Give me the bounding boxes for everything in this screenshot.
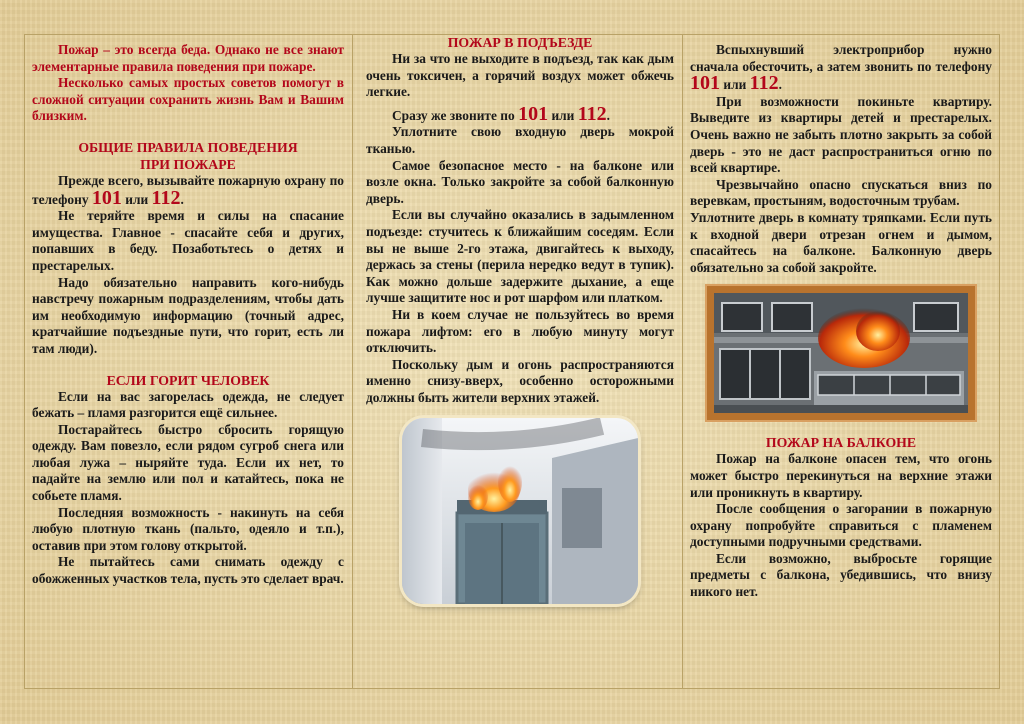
balcony-fire-illustration: [714, 293, 968, 413]
phone-101: 101: [91, 186, 122, 209]
paragraph-throw-items: Если возможно, выбросьте горящие предметы с балкона, убедившись, что внизу никого нет.: [690, 550, 992, 600]
general-rules-heading-line1: ОБЩИЕ ПРАВИЛА ПОВЕДЕНИЯ: [78, 139, 298, 155]
call-stairwell-text: Сразу же звоните по: [392, 107, 515, 123]
paragraph-seal-door: Уплотните свою входную дверь мокрой тканью.: [366, 124, 674, 156]
paragraph-seal-room-door: Уплотните дверь в комнату тряпками. Если путь к входной двери отрезан огнем и дымом, спасайтесь на балконе. Балконную дверь обязательно за собой закройте.: [690, 209, 992, 275]
paragraph-no-elevator: Ни в коем случае не пользуйтесь во время пожара лифтом: его в любую минуту могут отключить.: [366, 306, 674, 356]
paragraph-balcony-danger: Пожар на балконе опасен тем, что огонь может быстро перекинуться на верхние этажи или проникнуть в квартиру.: [690, 451, 992, 500]
call-paragraph-stairwell: [366, 102, 674, 125]
paragraph-safest-place: Самое безопасное место - на балконе или возле окна. Только закройте за собой балконную дверь.: [366, 157, 674, 206]
paragraph-cover-fabric: Последняя возможность - накинуть на себя любую плотную ткань (пальто, одеяло и т.п.), оставив при этом голову открытой.: [32, 504, 344, 553]
call-fire-text: Прежде всего, вызывайте пожарную охрану по телефону: [32, 172, 344, 207]
appliance-text: Вспыхнувший электроприбор нужно сначала обесточить, а затем звонить по телефону: [690, 42, 992, 74]
paragraph-dont-exit: Ни за что не выходите в подъезд, так как дым очень токсичен, а горячий воздух может обжечь легкие.: [366, 51, 674, 100]
paragraph-save-people: Не теряйте время и силы на спасание имущества. Главное - спасайте себя и других, попавших в беду. Позаботьтесь о детях и престарелых.: [32, 208, 344, 273]
phone-112-appliance: 112: [749, 72, 779, 95]
stairwell-fire-photo: [402, 418, 638, 604]
paragraph-smoky-stairwell: Если вы случайно оказались в задымленном подъезде: стучитесь к ближайшим соседям. Если вы не выше 2-го этажа, двигайтесь к выходу, держась за стены (перила нередко ведут в тупик). Как можно дольше задержите дыхание, а еще лучше защитите нос и рот шарфом или платком.: [366, 207, 674, 306]
paragraph-drop-clothes: Постарайтесь быстро сбросить горящую одежду. Вам повезло, если рядом сугроб снега или любая лужа – ныряйте туда. Если их нет, то падайте на землю или пол и катайтесь, пока не собьете пламя.: [32, 421, 344, 504]
phone-112: 112: [151, 186, 181, 209]
paragraph-appliance: [690, 42, 992, 94]
stairwell-fire-illustration: [402, 418, 638, 604]
phone-dot: .: [180, 191, 184, 207]
column-stairwell-fire: [352, 34, 682, 689]
column-apartment-fire: [682, 34, 1000, 689]
intro-paragraph-1: Пожар – это всегда беда. Однако не все знают элементарные правила поведения при пожаре.: [32, 42, 344, 74]
paragraph-leave-apartment: При возможности покиньте квартиру. Выведите из квартиры детей и престарелых. Очень важно не забыть плотно закрыть за собой дверь - это не даст распространиться огню по всей квартире.: [690, 93, 992, 176]
paragraph-no-ropes: Чрезвычайно опасно спускаться вниз по веревкам, простыням, водосточным трубам.: [690, 176, 992, 209]
phone-dot-stairwell: .: [606, 107, 611, 123]
phone-101-appliance: 101: [690, 72, 720, 95]
call-fire-paragraph: [32, 173, 344, 208]
stairwell-fire-heading: ПОЖАР В ПОДЪЕЗДЕ: [447, 35, 593, 50]
phone-101-stairwell: 101: [518, 102, 549, 125]
column-general-rules: [24, 34, 352, 689]
paragraph-upper-floors: Поскольку дым и огонь распространяются именно снизу-вверх, особенно осторожными должны быть жители верхних этажей.: [366, 356, 674, 405]
phone-dot-appliance: .: [778, 77, 782, 93]
phone-or-stairwell: или: [551, 107, 575, 123]
general-rules-heading-line2: ПРИ ПОЖАРЕ: [140, 156, 236, 172]
phone-or-appliance: или: [723, 77, 747, 93]
paragraph-extinguish: После сообщения о загорании в пожарную охрану попробуйте справиться с пламенем доступными подручными средствами.: [690, 501, 992, 550]
paragraph-meet-firefighters: Надо обязательно направить кого-нибудь навстречу пожарным подразделениям, чтобы дать им необходимую информацию (точный адрес, кратчайшие подъездные пути, что горит, есть ли там люди).: [32, 274, 344, 356]
balcony-fire-heading: ПОЖАР НА БАЛКОНЕ: [765, 435, 917, 451]
balcony-fire-photo: [707, 286, 975, 420]
person-on-fire-heading: ЕСЛИ ГОРИТ ЧЕЛОВЕК: [106, 372, 270, 388]
paragraph-doctor: Не пытайтесь сами снимать одежду с обожженных участков тела, пусть это сделает врач.: [32, 554, 344, 587]
phone-112-stairwell: 112: [577, 102, 607, 125]
paragraph-dont-run: Если на вас загорелась одежда, не следует бежать – пламя разгорится ещё сильнее.: [32, 388, 344, 421]
intro-paragraph-2: Несколько самых простых советов помогут в сложной ситуации сохранить жизнь Вам и Вашим близким.: [32, 75, 344, 124]
phone-or: или: [125, 191, 149, 207]
